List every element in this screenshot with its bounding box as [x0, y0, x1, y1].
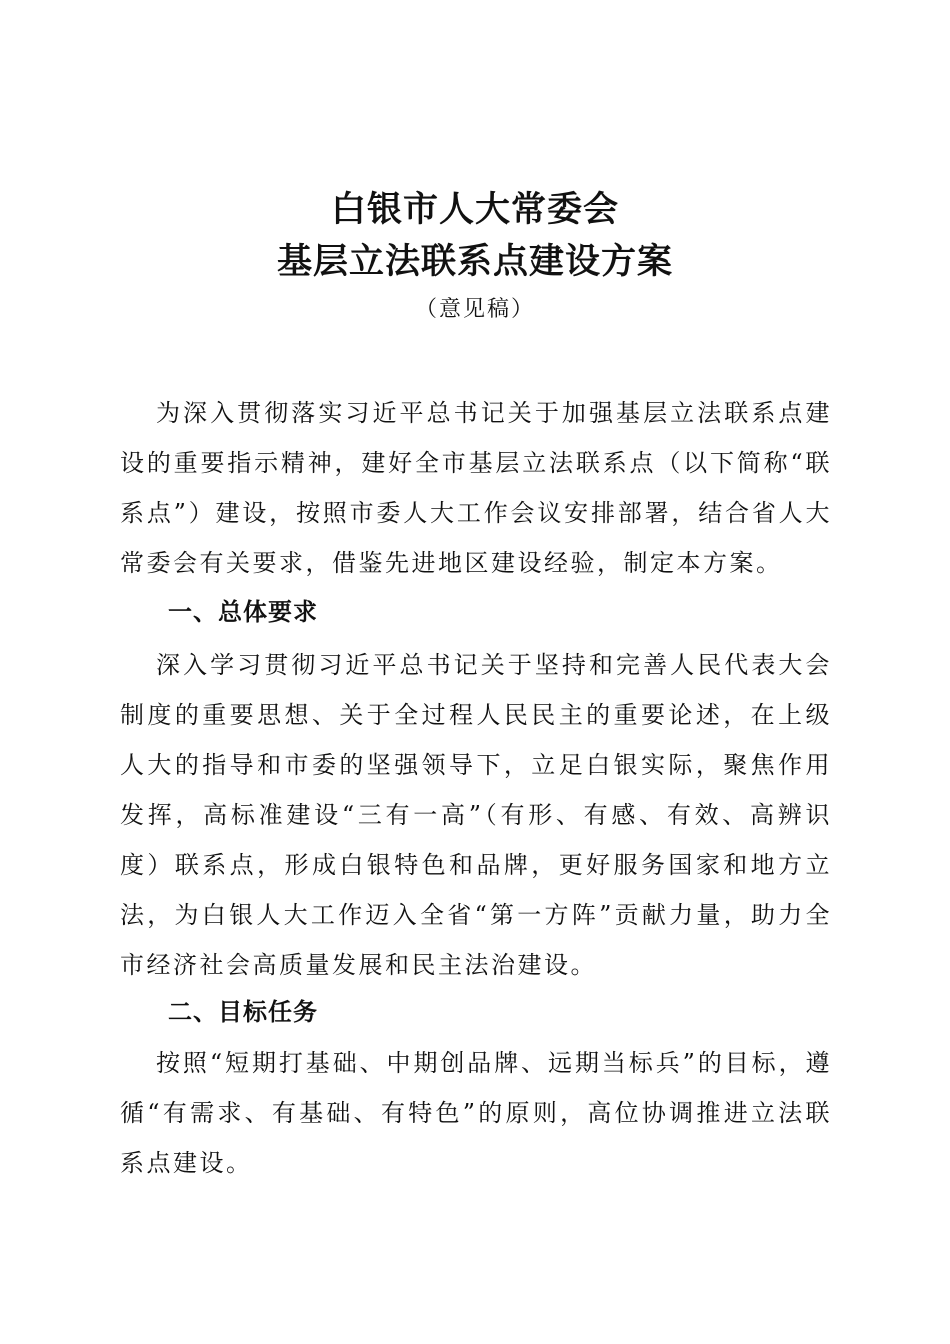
document-subtitle: （意见稿）: [414, 297, 535, 322]
section1-body-block: [120, 640, 832, 990]
intro-paragraph-block: [120, 388, 832, 588]
section2-paragraph: 按照“短期打基础、中期创品牌、远期当标兵”的目标，遵循“有需求、有基础、有特色”的原则，高位协调推进立法联系点建设。: [120, 1049, 832, 1177]
section2-heading: 二、目标任务: [168, 998, 318, 1026]
document-title-line1: 白银市人大常委会: [330, 189, 619, 230]
section1-paragraph: 深入学习贯彻习近平总书记关于坚持和完善人民代表大会制度的重要思想、关于全过程人民民主的重要论述，在上级人大的指导和市委的坚强领导下，立足白银实际，聚焦作用发挥，高标准建设“三有一高”（有形、有感、有效、高辨识度）联系点，形成白银特色和品牌，更好服务国家和地方立法，为白银人大工作迈入全省“第一方阵”贡献力量，助力全市经济社会高质量发展和民主法治建设。: [120, 651, 832, 979]
document-title-line2: 基层立法联系点建设方案: [276, 241, 673, 282]
section2-body-block: [120, 1038, 832, 1188]
section1-heading: 一、总体要求: [168, 598, 318, 626]
intro-paragraph: 为深入贯彻落实习近平总书记关于加强基层立法联系点建设的重要指示精神，建好全市基层立法联系点（以下简称“联系点”）建设，按照市委人大工作会议安排部署，结合省人大常委会有关要求，借鉴先进地区建设经验，制定本方案。: [120, 399, 832, 577]
